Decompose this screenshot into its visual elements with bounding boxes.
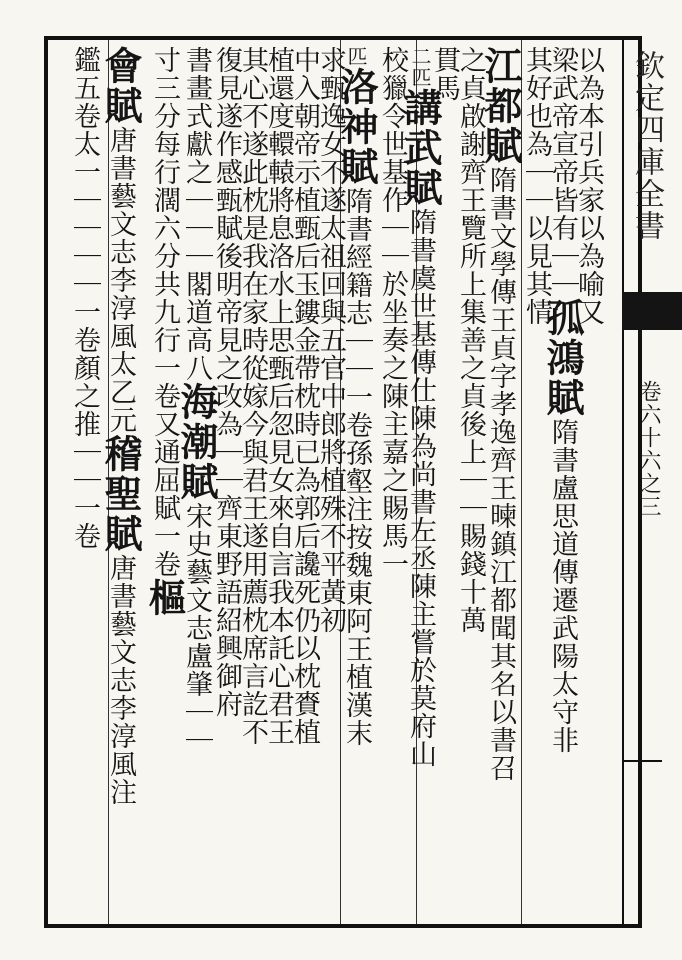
column-text: 復見遂作感甄賦後明帝見之改為｜｜齊東野語紹興御府 [211, 46, 242, 718]
column-text: 隋書經籍志｜｜一卷孫壑注按魏東阿王植漢末 [341, 187, 372, 747]
column-text: 一卷又通屈賦一卷 [149, 354, 180, 578]
text-column-16 [142, 46, 186, 618]
column-text: 顏之推｜｜一卷 [69, 354, 100, 550]
column-text: 校獵令世基作｜｜於坐奏之陳主嘉之賜馬一 [377, 46, 408, 578]
fu-title: 海潮賦 [174, 382, 219, 502]
column-text: 梁武帝宣帝皆有｜｜ [547, 46, 578, 298]
column-text: 其好也為｜｜以見其情 [521, 46, 552, 326]
column-text: 隋書盧思道傳遷武陽太守非 [547, 418, 578, 754]
fu-title: 稽聖賦 [98, 434, 143, 554]
fu-title: 會 [98, 46, 143, 86]
column-text: 中入朝帝示植甄后玉鏤金帶枕時已為郭后讒死仍以枕賚植 [289, 46, 320, 746]
banner-title: 欽定四庫全書 [629, 50, 664, 242]
column-text: 鑑五卷太一｜｜｜｜一卷 [69, 46, 100, 354]
text-column-5 [448, 46, 492, 634]
column-text: 其心不遂此枕是我在家時從嫁今與君王遂用薦枕席言訖不 [237, 46, 268, 746]
fu-title: 江都賦 [478, 46, 523, 166]
fu-title: 講武賦 [398, 88, 443, 208]
column-text: 以為本引兵家以為喻又 [573, 46, 604, 326]
column-text: 貫馬 [429, 46, 460, 102]
column-text: 宋史藝文志盧肇｜｜ [181, 502, 212, 754]
banner-fishtail-block [622, 292, 682, 330]
column-text: 寸三分每行濶六分共九行 [149, 46, 180, 354]
fu-title: 孤鴻賦 [540, 298, 585, 418]
fu-title: 洛神賦 [334, 67, 379, 187]
column-text: 隋書文學傳王貞字孝逸齊王暕鎮江都聞其名以書召 [485, 166, 516, 782]
banner-rule [622, 760, 662, 762]
column-text: 唐書藝文志李淳風太乙元 [105, 126, 136, 434]
column-text: 求甄逸女不遂太祖回與五官中郎將植殊不平黃初 [315, 46, 346, 634]
column-text: 書畫式獻之｜｜｜閣道高八 [181, 46, 212, 382]
column-text: 唐書藝文志李淳風注 [105, 554, 136, 806]
column-text: 匹 [344, 46, 368, 67]
banner-juan-label: 卷六十六之三 [636, 380, 661, 518]
column-text: 二匹 [408, 46, 432, 88]
text-column-18 [62, 46, 106, 550]
column-text: 隋書虞世基傳仕陳為尚書左丞陳主嘗於莫府山 [405, 208, 436, 768]
column-text: 之貞啟謝齊王覽所上集善之貞後上｜｜賜錢十萬 [455, 46, 486, 634]
column-text: 植還度轘轅將息洛水上思甄后忽見女來自言我本託心君王 [263, 46, 294, 746]
fu-title: 樞 [142, 578, 187, 618]
fu-title: 賦 [98, 86, 143, 126]
